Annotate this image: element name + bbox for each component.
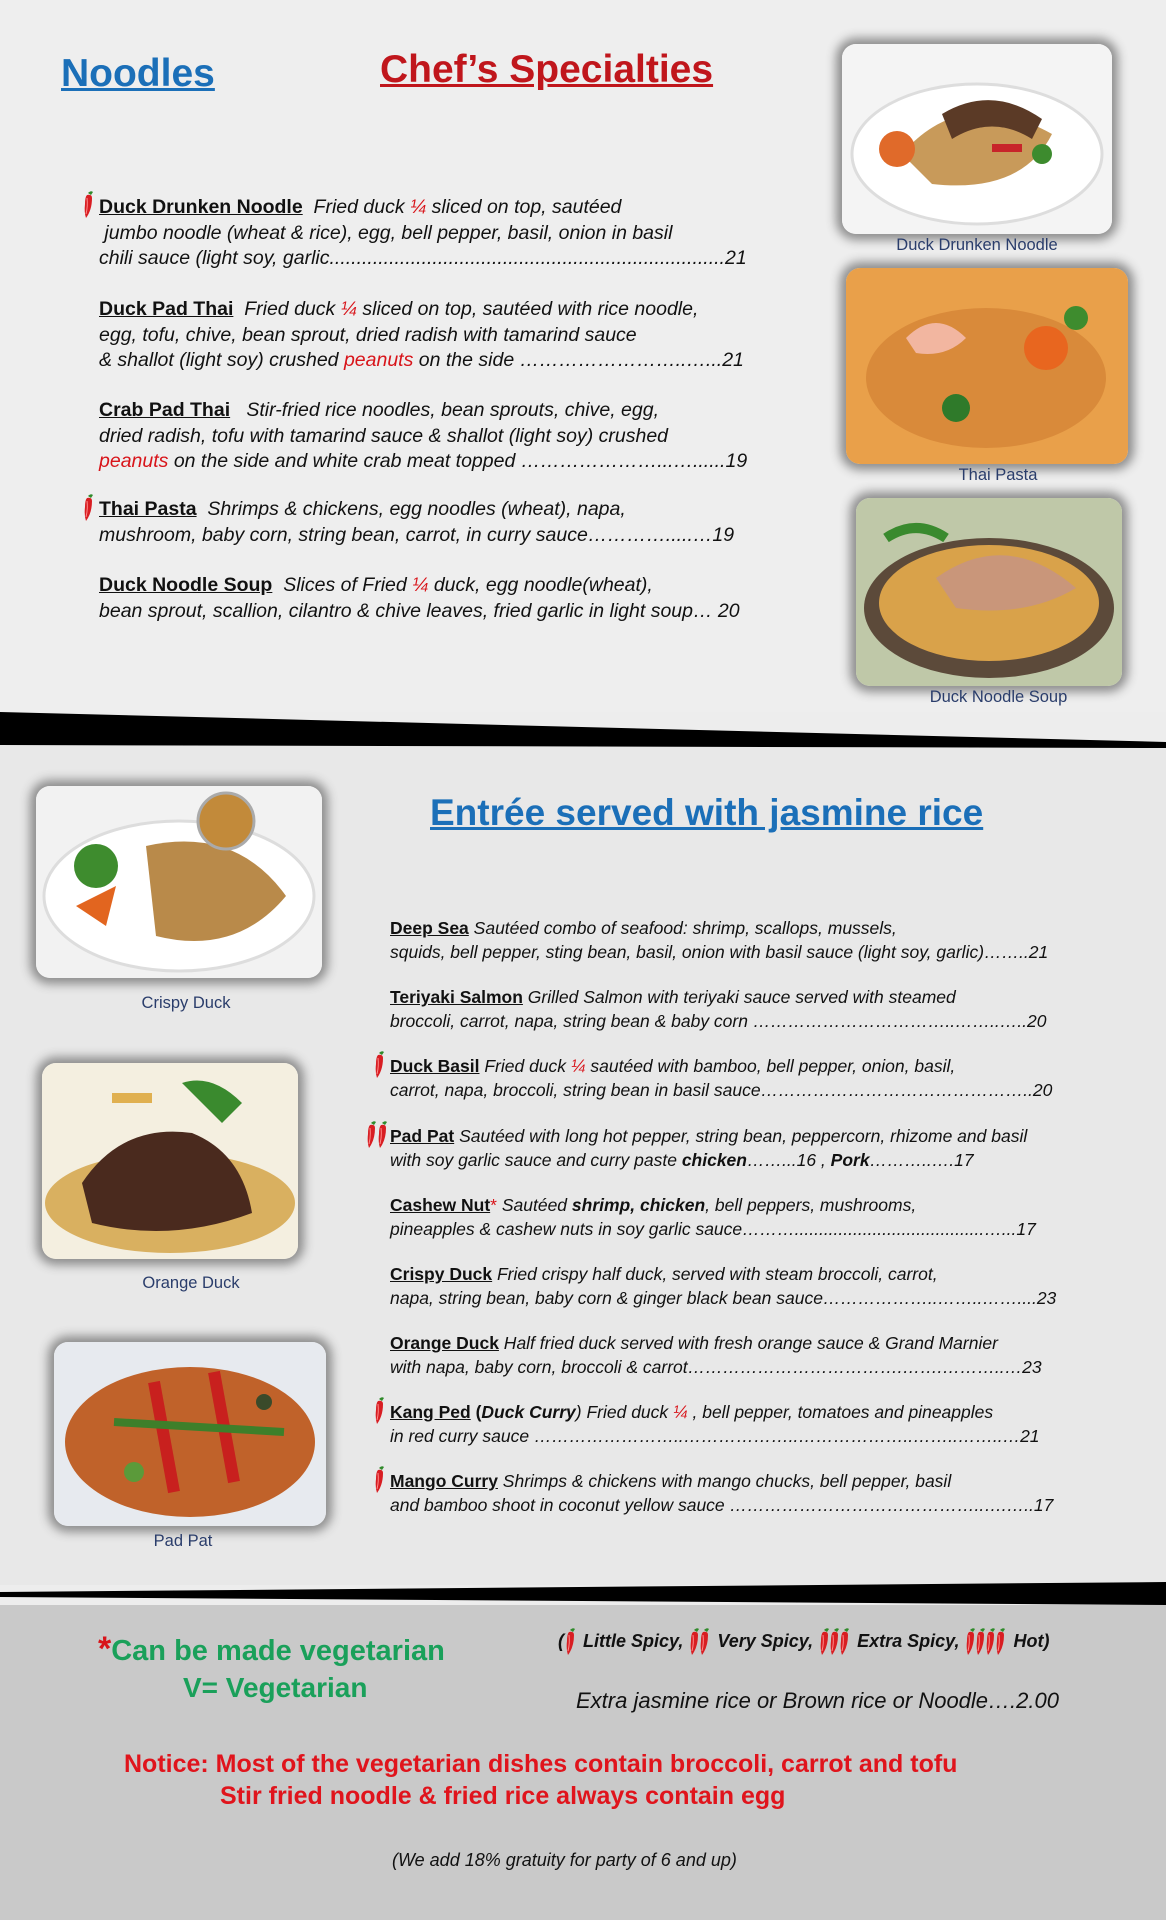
caption-duck-noodle-soup: Duck Noodle Soup [929, 688, 1068, 706]
vegetarian-star: * [98, 1630, 112, 1668]
item-name: Duck Pad Thai [99, 298, 234, 320]
menu-item-mango-curry: Mango Curry Shrimps & chickens with mango chucks, bell pepper, basil and bamboo shoot in coconut yellow sauce ……………………………………..….…..17 [390, 1471, 1054, 1515]
item-name: Mango Curry [390, 1471, 498, 1491]
caption-duck-drunken-noodle: Duck Drunken Noodle [896, 236, 1058, 254]
item-name: Duck Basil [390, 1056, 480, 1076]
item-name: Thai Pasta [99, 498, 197, 520]
item-name: Crispy Duck [390, 1264, 493, 1284]
item-name: Duck Noodle Soup [99, 574, 273, 596]
item-name: Crab Pad Thai [99, 399, 231, 421]
pad-pat-photo [54, 1342, 326, 1526]
item-name: Teriyaki Salmon [390, 987, 523, 1007]
menu-item-crab-pad-thai: Crab Pad Thai Stir-fried rice noodles, bean sprouts, chive, egg, dried radish, tofu with tamarind sauce & shallot (light soy) crushed peanuts on the side and white crab meat topped …………………...…......19 [99, 399, 748, 472]
caption-pad-pat: Pad Pat [153, 1532, 213, 1550]
chili-icon [994, 1627, 1008, 1657]
item-name: Kang Ped [390, 1402, 471, 1422]
chili-icon [373, 1396, 387, 1426]
thai-pasta-photo [846, 268, 1128, 464]
caption-orange-duck: Orange Duck [142, 1274, 240, 1292]
caption-crispy-duck: Crispy Duck [141, 994, 231, 1012]
menu-item-deep-sea: Deep Sea Sautéed combo of seafood: shrimp, scallops, mussels, squids, bell pepper, sting bean, basil, onion with basil sauce (light soy, garlic)……..21 [390, 918, 1049, 962]
vegetarian-note: *Can be made vegetarian [98, 1630, 445, 1668]
item-name: Duck Drunken Noodle [99, 196, 303, 218]
notice-line-2: Stir fried noodle & fried rice always contain egg [220, 1782, 786, 1810]
spice-legend: ( Little Spicy, Very Spicy, Extra Spicy, Hot) [558, 1626, 1049, 1657]
vegetarian-legend: V= Vegetarian [183, 1672, 368, 1703]
duck-noodle-soup-photo [856, 498, 1122, 686]
menu-item-pad-pat: Pad Pat Sautéed with long hot pepper, string bean, peppercorn, rhizome and basil with soy garlic sauce and curry paste chicken……...16 , Pork………..….17 [390, 1126, 1028, 1170]
item-name: Deep Sea [390, 918, 469, 938]
menu-item-duck-pad-thai: Duck Pad Thai Fried duck ¼ sliced on top, sautéed with rice noodle, egg, tofu, chive, bean sprout, dried radish with tamarind sauce & shallot (light soy) crushed peanuts on the side ……………………..…...21 [99, 298, 744, 371]
menu-item-teriyaki-salmon: Teriyaki Salmon Grilled Salmon with teriyaki sauce served with steamed broccoli, carrot, napa, string bean & baby corn ……………………………..……..…..20 [390, 987, 1047, 1031]
entree-heading: Entrée served with jasmine rice [430, 792, 984, 833]
noodles-heading: Noodles [61, 52, 215, 95]
menu-item-duck-noodle-soup: Duck Noodle Soup Slices of Fried ¼ duck, egg noodle(wheat), bean sprout, scallion, cilantro & chive leaves, fried garlic in light soup… 20 [99, 574, 740, 622]
specialties-heading: Chef’s Specialties [380, 48, 714, 91]
chili-icon [373, 1050, 387, 1080]
chili-icon [376, 1120, 390, 1150]
chili-icon [82, 190, 96, 220]
menu-item-kang-ped: Kang Ped (Duck Curry) Fried duck ¼ , bell pepper, tomatoes and pineapples in red curry sauce ……………………..………………..………………..……..……..…21 [390, 1402, 1040, 1446]
caption-thai-pasta: Thai Pasta [958, 466, 1038, 484]
item-name: Orange Duck [390, 1333, 499, 1353]
gratuity-note: (We add 18% gratuity for party of 6 and up) [392, 1850, 737, 1870]
chili-icon [698, 1627, 712, 1657]
item-name: Cashew Nut [390, 1195, 491, 1215]
menu-item-orange-duck: Orange Duck Half fried duck served with fresh orange sauce & Grand Marnier with napa, baby corn, broccoli & carrot……………………………….…….………..…23 [390, 1333, 1042, 1377]
menu-item-crispy-duck: Crispy Duck Fried crispy half duck, served with steam broccoli, carrot, napa, string bean, baby corn & ginger black bean sauce………………..……..……....23 [390, 1264, 1057, 1308]
chili-icon [838, 1627, 852, 1657]
menu-item-cashew-nut: Cashew Nut* Sautéed shrimp, chicken, bell peppers, mushrooms, pineapples & cashew nuts in soy garlic sauce……….......................................…...17 [390, 1195, 1036, 1239]
extra-rice-note: Extra jasmine rice or Brown rice or Noodle….2.00 [576, 1688, 1059, 1713]
menu-item-duck-drunken-noodle: Duck Drunken Noodle Fried duck ¼ sliced on top, sautéed jumbo noodle (wheat & rice), egg, bell pepper, basil, onion in basil chili sauce (light soy, garlic.........................................................................21 [99, 196, 747, 269]
chili-icon [373, 1465, 387, 1495]
orange-duck-photo [42, 1063, 298, 1259]
duck-drunken-noodle-photo [842, 44, 1112, 234]
menu-item-duck-basil: Duck Basil Fried duck ¼ sautéed with bamboo, bell pepper, onion, basil, carrot, napa, broccoli, string bean in basil sauce………………………………………..20 [390, 1056, 1053, 1100]
chili-icon [82, 493, 96, 523]
vegetarian-star: * [490, 1195, 497, 1215]
crispy-duck-photo [36, 786, 322, 978]
menu-item-thai-pasta: Thai Pasta Shrimps & chickens, egg noodles (wheat), napa, mushroom, baby corn, string bean, carrot, in curry sauce………….....…19 [99, 498, 735, 546]
notice-line-1: Notice: Most of the vegetarian dishes contain broccoli, carrot and tofu [124, 1750, 958, 1778]
chili-icon [564, 1627, 578, 1657]
item-name: Pad Pat [390, 1126, 455, 1146]
